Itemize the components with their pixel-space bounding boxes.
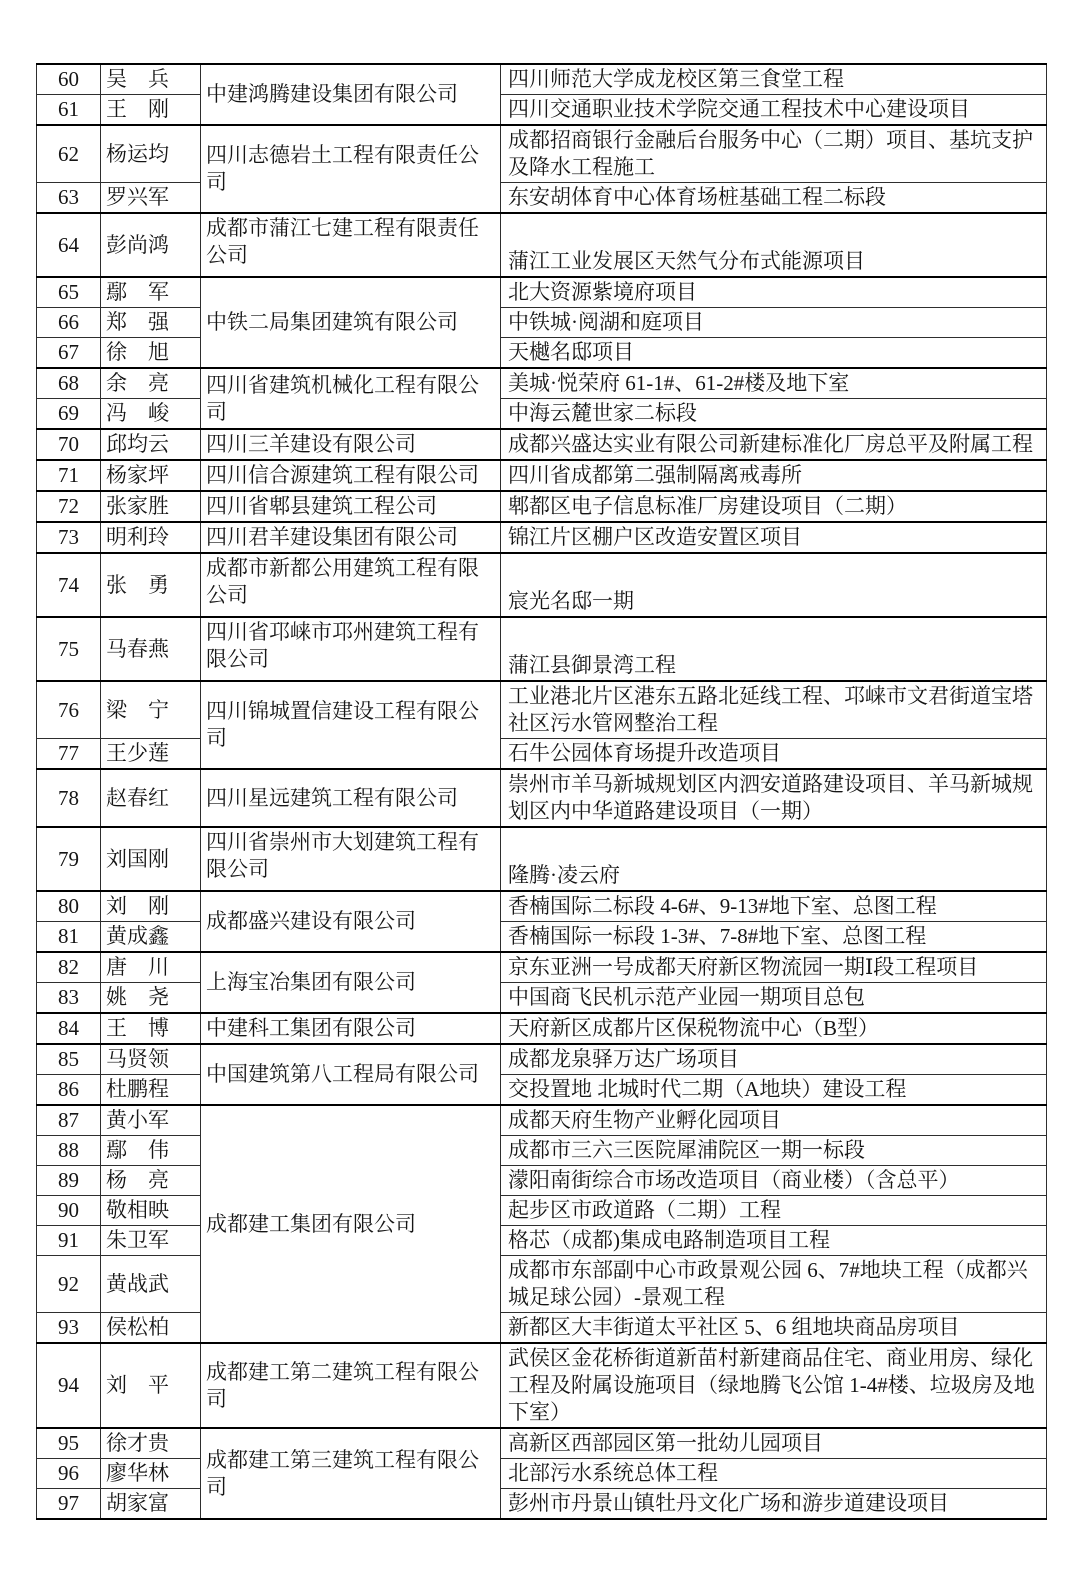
table-row: [37, 338, 1047, 369]
document-page: [0, 63, 1080, 1590]
table-row: [37, 522, 1047, 553]
table-row: [37, 1105, 1047, 1136]
person-name-cell: 鄢 军: [101, 277, 201, 308]
person-name-cell: 罗兴军: [101, 183, 201, 214]
company-cell: 中建鸿腾建设集团有限公司: [201, 64, 501, 125]
person-name-cell: 廖华林: [101, 1459, 201, 1489]
row-number-cell: 93: [37, 1313, 101, 1344]
project-cell: 新都区大丰街道太平社区 5、6 组地块商品房项目: [501, 1313, 1047, 1344]
project-cell: 成都天府生物产业孵化园项目: [501, 1105, 1047, 1136]
person-name-cell: 冯 峻: [101, 399, 201, 430]
project-cell: 工业港北片区港东五路北延线工程、邛崃市文君街道宝塔社区污水管网整治工程: [501, 681, 1047, 739]
row-number-cell: 92: [37, 1256, 101, 1313]
table-row: [37, 769, 1047, 827]
person-name-cell: 黄成鑫: [101, 922, 201, 953]
person-name-cell: 杨运均: [101, 125, 201, 183]
row-number-cell: 63: [37, 183, 101, 214]
row-number-cell: 85: [37, 1044, 101, 1075]
table-row: [37, 368, 1047, 399]
person-name-cell: 徐才贵: [101, 1428, 201, 1459]
company-cell: 四川省邛崃市邛州建筑工程有限公司: [201, 617, 501, 681]
person-name-cell: 黄战武: [101, 1256, 201, 1313]
company-cell: 中建科工集团有限公司: [201, 1013, 501, 1044]
row-number-cell: 79: [37, 827, 101, 891]
project-cell: 崇州市羊马新城规划区内泗安道路建设项目、羊马新城规划区内中华道路建设项目（一期）: [501, 769, 1047, 827]
project-cell: 格芯（成都)集成电路制造项目工程: [501, 1226, 1047, 1256]
person-name-cell: 徐 旭: [101, 338, 201, 369]
table-row: [37, 1075, 1047, 1106]
company-cell: 成都建工第三建筑工程有限公司: [201, 1428, 501, 1519]
person-name-cell: 侯松柏: [101, 1313, 201, 1344]
person-name-cell: 余 亮: [101, 368, 201, 399]
person-name-cell: 王 博: [101, 1013, 201, 1044]
table-row: [37, 1459, 1047, 1489]
project-cell: 成都市东部副中心市政景观公园 6、7#地块工程（成都兴城足球公园）-景观工程: [501, 1256, 1047, 1313]
company-cell: 中铁二局集团建筑有限公司: [201, 277, 501, 368]
table-row: [37, 952, 1047, 983]
row-number-cell: 75: [37, 617, 101, 681]
person-name-cell: 胡家富: [101, 1489, 201, 1520]
project-cell: 北大资源紫境府项目: [501, 277, 1047, 308]
table-row: [37, 922, 1047, 953]
person-name-cell: 梁 宁: [101, 681, 201, 739]
project-cell: 成都市三六三医院犀浦院区一期一标段: [501, 1136, 1047, 1166]
row-number-cell: 66: [37, 308, 101, 338]
person-name-cell: 邱均云: [101, 429, 201, 460]
person-name-cell: 刘国刚: [101, 827, 201, 891]
row-number-cell: 74: [37, 553, 101, 617]
row-number-cell: 67: [37, 338, 101, 369]
table-row: [37, 460, 1047, 491]
project-cell: 东安胡体育中心体育场桩基础工程二标段: [501, 183, 1047, 214]
project-cell: 交投置地 北城时代二期（A地块）建设工程: [501, 1075, 1047, 1106]
project-cell: 起步区市政道路（二期）工程: [501, 1196, 1047, 1226]
row-number-cell: 84: [37, 1013, 101, 1044]
row-number-cell: 94: [37, 1343, 101, 1428]
table-row: [37, 891, 1047, 922]
person-name-cell: 杜鹏程: [101, 1075, 201, 1106]
person-name-cell: 黄小军: [101, 1105, 201, 1136]
person-name-cell: 张家胜: [101, 491, 201, 522]
row-number-cell: 80: [37, 891, 101, 922]
table-row: [37, 1226, 1047, 1256]
row-number-cell: 65: [37, 277, 101, 308]
table-row: [37, 308, 1047, 338]
project-cell: 四川师范大学成龙校区第三食堂工程: [501, 64, 1047, 95]
table-row: [37, 277, 1047, 308]
project-cell: 彭州市丹景山镇牡丹文化广场和游步道建设项目: [501, 1489, 1047, 1520]
table-row: [37, 491, 1047, 522]
table-row: [37, 125, 1047, 183]
project-cell: 高新区西部园区第一批幼儿园项目: [501, 1428, 1047, 1459]
person-name-cell: 郑 强: [101, 308, 201, 338]
table-row: [37, 399, 1047, 430]
table-row: [37, 1256, 1047, 1313]
table-row: [37, 827, 1047, 891]
person-name-cell: 张 勇: [101, 553, 201, 617]
row-number-cell: 62: [37, 125, 101, 183]
row-number-cell: 87: [37, 1105, 101, 1136]
row-number-cell: 61: [37, 95, 101, 126]
company-cell: 成都市新都公用建筑工程有限公司: [201, 553, 501, 617]
person-name-cell: 王少莲: [101, 739, 201, 770]
personnel-project-table: [36, 63, 1047, 1520]
project-cell: 香楠国际一标段 1-3#、7-8#地下室、总图工程: [501, 922, 1047, 953]
row-number-cell: 86: [37, 1075, 101, 1106]
row-number-cell: 71: [37, 460, 101, 491]
table-row: [37, 1313, 1047, 1344]
company-cell: 成都建工第二建筑工程有限公司: [201, 1343, 501, 1428]
row-number-cell: 78: [37, 769, 101, 827]
row-number-cell: 72: [37, 491, 101, 522]
company-cell: 四川省郫县建筑工程公司: [201, 491, 501, 522]
row-number-cell: 96: [37, 1459, 101, 1489]
project-cell: 美城·悦荣府 61-1#、61-2#楼及地下室: [501, 368, 1047, 399]
project-cell: 中铁城·阅湖和庭项目: [501, 308, 1047, 338]
row-number-cell: 69: [37, 399, 101, 430]
table-row: [37, 983, 1047, 1014]
table-row: [37, 1489, 1047, 1520]
project-cell: 京东亚洲一号成都天府新区物流园一期Ⅰ段工程项目: [501, 952, 1047, 983]
table-row: [37, 213, 1047, 277]
project-cell: 四川交通职业技术学院交通工程技术中心建设项目: [501, 95, 1047, 126]
project-cell: 四川省成都第二强制隔离戒毒所: [501, 460, 1047, 491]
project-cell: 天樾名邸项目: [501, 338, 1047, 369]
person-name-cell: 马春燕: [101, 617, 201, 681]
row-number-cell: 95: [37, 1428, 101, 1459]
table-row: [37, 183, 1047, 214]
project-cell: 石牛公园体育场提升改造项目: [501, 739, 1047, 770]
person-name-cell: 杨 亮: [101, 1166, 201, 1196]
row-number-cell: 76: [37, 681, 101, 739]
project-cell: 蒲江工业发展区天然气分布式能源项目: [501, 213, 1047, 277]
person-name-cell: 杨家坪: [101, 460, 201, 491]
company-cell: 四川君羊建设集团有限公司: [201, 522, 501, 553]
company-cell: 上海宝冶集团有限公司: [201, 952, 501, 1013]
table-row: [37, 1196, 1047, 1226]
project-cell: 宸光名邸一期: [501, 553, 1047, 617]
person-name-cell: 朱卫军: [101, 1226, 201, 1256]
row-number-cell: 81: [37, 922, 101, 953]
company-cell: 四川锦城置信建设工程有限公司: [201, 681, 501, 769]
table-body: [37, 64, 1047, 1519]
company-cell: 成都建工集团有限公司: [201, 1105, 501, 1343]
project-cell: 中海云麓世家二标段: [501, 399, 1047, 430]
project-cell: 蒲江县御景湾工程: [501, 617, 1047, 681]
table-row: [37, 1343, 1047, 1428]
project-cell: 锦江片区棚户区改造安置区项目: [501, 522, 1047, 553]
person-name-cell: 刘 平: [101, 1343, 201, 1428]
table-row: [37, 1044, 1047, 1075]
row-number-cell: 60: [37, 64, 101, 95]
row-number-cell: 90: [37, 1196, 101, 1226]
person-name-cell: 姚 尧: [101, 983, 201, 1014]
company-cell: 成都市蒲江七建工程有限责任公司: [201, 213, 501, 277]
company-cell: 四川省建筑机械化工程有限公司: [201, 368, 501, 429]
person-name-cell: 敬相映: [101, 1196, 201, 1226]
company-cell: 四川三羊建设有限公司: [201, 429, 501, 460]
person-name-cell: 刘 刚: [101, 891, 201, 922]
project-cell: 北部污水系统总体工程: [501, 1459, 1047, 1489]
person-name-cell: 王 刚: [101, 95, 201, 126]
table-row: [37, 1013, 1047, 1044]
company-cell: 四川信合源建筑工程有限公司: [201, 460, 501, 491]
row-number-cell: 77: [37, 739, 101, 770]
company-cell: 成都盛兴建设有限公司: [201, 891, 501, 952]
project-cell: 成都招商银行金融后台服务中心（二期）项目、基坑支护及降水工程施工: [501, 125, 1047, 183]
table-row: [37, 617, 1047, 681]
project-cell: 香楠国际二标段 4-6#、9-13#地下室、总图工程: [501, 891, 1047, 922]
person-name-cell: 吴 兵: [101, 64, 201, 95]
person-name-cell: 彭尚鸿: [101, 213, 201, 277]
row-number-cell: 82: [37, 952, 101, 983]
company-cell: 四川志德岩土工程有限责任公司: [201, 125, 501, 213]
table-row: [37, 1428, 1047, 1459]
row-number-cell: 91: [37, 1226, 101, 1256]
row-number-cell: 64: [37, 213, 101, 277]
table-row: [37, 1166, 1047, 1196]
table-row: [37, 64, 1047, 95]
company-cell: 四川星远建筑工程有限公司: [201, 769, 501, 827]
row-number-cell: 88: [37, 1136, 101, 1166]
project-cell: 武侯区金花桥街道新苗村新建商品住宅、商业用房、绿化工程及附属设施项目（绿地腾飞公馆 1-4#楼、垃圾房及地下室）: [501, 1343, 1047, 1428]
row-number-cell: 68: [37, 368, 101, 399]
project-cell: 天府新区成都片区保税物流中心（B型）: [501, 1013, 1047, 1044]
company-cell: 四川省崇州市大划建筑工程有限公司: [201, 827, 501, 891]
person-name-cell: 唐 川: [101, 952, 201, 983]
project-cell: 中国商飞民机示范产业园一期项目总包: [501, 983, 1047, 1014]
project-cell: 隆腾·凌云府: [501, 827, 1047, 891]
person-name-cell: 鄢 伟: [101, 1136, 201, 1166]
project-cell: 成都龙泉驿万达广场项目: [501, 1044, 1047, 1075]
person-name-cell: 赵春红: [101, 769, 201, 827]
company-cell: 中国建筑第八工程局有限公司: [201, 1044, 501, 1105]
row-number-cell: 97: [37, 1489, 101, 1520]
table-row: [37, 681, 1047, 739]
row-number-cell: 73: [37, 522, 101, 553]
project-cell: 成都兴盛达实业有限公司新建标准化厂房总平及附属工程: [501, 429, 1047, 460]
row-number-cell: 89: [37, 1166, 101, 1196]
table-row: [37, 429, 1047, 460]
row-number-cell: 70: [37, 429, 101, 460]
table-row: [37, 739, 1047, 770]
person-name-cell: 明利玲: [101, 522, 201, 553]
project-cell: 郫都区电子信息标准厂房建设项目（二期）: [501, 491, 1047, 522]
table-row: [37, 95, 1047, 126]
table-row: [37, 553, 1047, 617]
person-name-cell: 马贤领: [101, 1044, 201, 1075]
row-number-cell: 83: [37, 983, 101, 1014]
project-cell: 濛阳南街综合市场改造项目（商业楼）（含总平）: [501, 1166, 1047, 1196]
table-row: [37, 1136, 1047, 1166]
